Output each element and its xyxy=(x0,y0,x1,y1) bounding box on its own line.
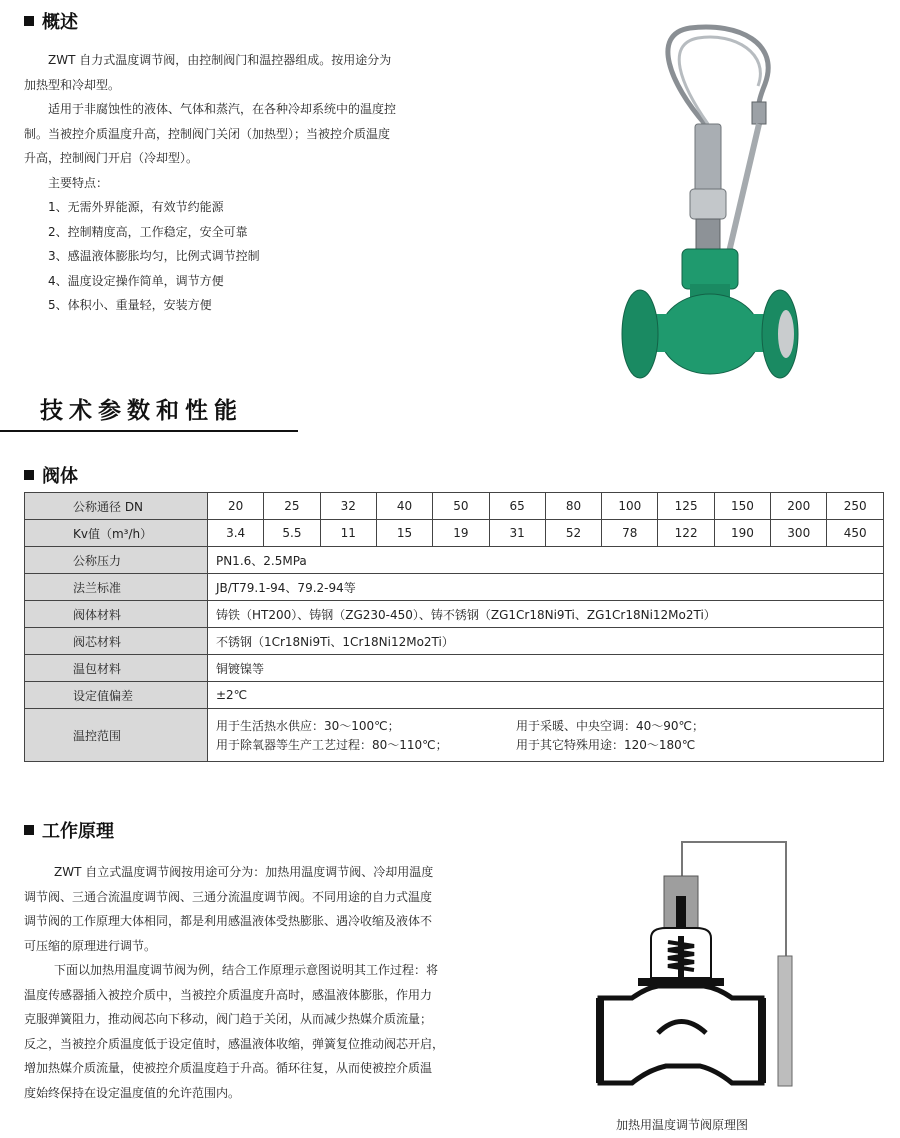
principle-text xyxy=(24,860,504,1105)
kv-row xyxy=(25,520,884,547)
principle-heading xyxy=(24,817,114,843)
kv-cell: 31 xyxy=(489,520,545,547)
overview-heading xyxy=(24,8,78,34)
principle-heading-text: 工作原理 xyxy=(42,821,114,842)
spec-row xyxy=(25,682,884,709)
spec-value: ±2℃ xyxy=(207,682,883,709)
principle-line: 克服弹簧阻力，推动阀芯向下移动，阀门趋于关闭，从而减少热媒介质流量； xyxy=(24,1012,433,1026)
spec-label: 法兰标准 xyxy=(25,574,208,601)
overview-line: 加热型和冷却型。 xyxy=(24,77,121,92)
principle-line: 调节阀的工作原理大体相同，都是利用感温液体受热膨胀、遇冷收缩及液体不 xyxy=(24,914,433,928)
spec-row xyxy=(25,601,884,628)
diagram-caption: 加热用温度调节阀原理图 xyxy=(616,1118,749,1132)
feature-item: 1、无需外界能源，有效节约能源 xyxy=(48,200,224,214)
spec-value: 铸铁（HT200）、铸钢（ZG230-450）、铸不锈钢（ZG1Cr18Ni9Ti、ZG1Cr18Ni12Mo2Ti） xyxy=(207,601,883,628)
kv-cell: 15 xyxy=(376,520,432,547)
feature-item: 4、温度设定操作简单，调节方便 xyxy=(48,273,224,288)
kv-cell: 190 xyxy=(714,520,770,547)
principle-line: 度始终保持在设定温度值的允许范围内。 xyxy=(24,1085,241,1100)
overview-line: 适用于非腐蚀性的液体、气体和蒸汽，在各种冷却系统中的温度控 xyxy=(48,102,397,116)
spec-value: PN1.6、2.5MPa xyxy=(207,547,883,574)
spec-value: 不锈钢（1Cr18Ni9Ti、1Cr18Ni12Mo2Ti） xyxy=(207,628,883,655)
range-item: 用于采暖、中央空调：40～90℃； xyxy=(515,719,704,733)
kv-cell: 52 xyxy=(545,520,601,547)
kv-cell: 450 xyxy=(827,520,884,547)
kv-cell: 300 xyxy=(771,520,827,547)
spec-label: 设定值偏差 xyxy=(25,682,208,709)
spec-label: 阀芯材料 xyxy=(25,628,208,655)
valve-spec-table xyxy=(24,492,884,762)
kv-cell: 11 xyxy=(320,520,376,547)
spec-label: 公称压力 xyxy=(25,547,208,574)
feature-item: 3、感温液体膨胀均匀，比例式调节控制 xyxy=(48,249,260,263)
title-underline xyxy=(0,430,298,432)
overview-line: ZWT 自力式温度调节阀，由控制阀门和温控器组成。按用途分为 xyxy=(48,53,392,67)
square-bullet-icon xyxy=(24,825,34,835)
spec-row xyxy=(25,655,884,682)
principle-line: 调节阀、三通合流温度调节阀、三通分流温度调节阀。不同用途的自力式温度 xyxy=(24,889,433,904)
dn-cell: 20 xyxy=(207,493,263,520)
tech-section-title: 技术参数和性能 xyxy=(40,398,243,424)
dn-cell: 40 xyxy=(376,493,432,520)
kv-cell: 3.4 xyxy=(207,520,263,547)
principle-line: 下面以加热用温度调节阀为例，结合工作原理示意图说明其工作过程：将 xyxy=(54,963,439,977)
dn-label: 公称通径 DN xyxy=(25,493,208,520)
principle-line: 增加热媒介质流量，使被控介质温度趋于升高。循环往复，从而使被控介质温 xyxy=(24,1061,433,1075)
feature-item: 2、控制精度高，工作稳定，安全可靠 xyxy=(48,224,248,239)
dn-cell: 25 xyxy=(264,493,320,520)
overview-line: 升高，控制阀门开启（冷却型）。 xyxy=(24,151,199,165)
range-item: 用于其它特殊用途：120～180℃ xyxy=(515,738,696,752)
valve-body-heading-text: 阀体 xyxy=(42,466,78,487)
range-item: 用于除氧器等生产工艺过程：80～110℃； xyxy=(215,738,448,752)
overview-heading-text: 概述 xyxy=(42,12,78,33)
spec-row xyxy=(25,628,884,655)
overview-text xyxy=(24,48,464,318)
dn-cell: 65 xyxy=(489,493,545,520)
square-bullet-icon xyxy=(24,470,34,480)
square-bullet-icon xyxy=(24,16,34,26)
range-label: 温控范围 xyxy=(25,709,208,762)
kv-cell: 122 xyxy=(658,520,714,547)
kv-cell: 19 xyxy=(433,520,489,547)
principle-diagram xyxy=(596,838,796,1088)
range-values xyxy=(207,709,883,762)
dn-cell: 125 xyxy=(658,493,714,520)
range-item: 用于生活热水供应：30～100℃； xyxy=(215,719,400,733)
valve-product-photo xyxy=(610,14,800,404)
dn-cell: 32 xyxy=(320,493,376,520)
dn-cell: 250 xyxy=(827,493,884,520)
spec-label: 阀体材料 xyxy=(25,601,208,628)
principle-line: 可压缩的原理进行调节。 xyxy=(24,938,157,953)
kv-label: Kv值（m³/h） xyxy=(25,520,208,547)
dn-cell: 150 xyxy=(714,493,770,520)
spec-row xyxy=(25,547,884,574)
spec-value: JB/T79.1-94、79.2-94等 xyxy=(207,574,883,601)
kv-cell: 5.5 xyxy=(264,520,320,547)
feature-item: 5、体积小、重量轻，安装方便 xyxy=(48,298,212,312)
valve-body-heading xyxy=(24,462,78,488)
dn-cell: 80 xyxy=(545,493,601,520)
range-row xyxy=(25,709,884,762)
overview-line: 制。当被控介质温度升高，控制阀门关闭（加热型）；当被控介质温度 xyxy=(24,126,391,141)
features-heading: 主要特点： xyxy=(48,175,109,190)
dn-cell: 200 xyxy=(771,493,827,520)
spec-label: 温包材料 xyxy=(25,655,208,682)
dn-row xyxy=(25,493,884,520)
principle-line: 温度传感器插入被控介质中，当被控介质温度升高时，感温液体膨胀，作用力 xyxy=(24,987,433,1002)
principle-line: ZWT 自立式温度调节阀按用途可分为：加热用温度调节阀、冷却用温度 xyxy=(54,865,434,879)
dn-cell: 100 xyxy=(602,493,658,520)
spec-value: 铜镀镍等 xyxy=(207,655,883,682)
spec-row xyxy=(25,574,884,601)
kv-cell: 78 xyxy=(602,520,658,547)
principle-line: 反之，当被控介质温度低于设定值时，感温液体收缩，弹簧复位推动阀芯开启， xyxy=(24,1036,445,1051)
dn-cell: 50 xyxy=(433,493,489,520)
